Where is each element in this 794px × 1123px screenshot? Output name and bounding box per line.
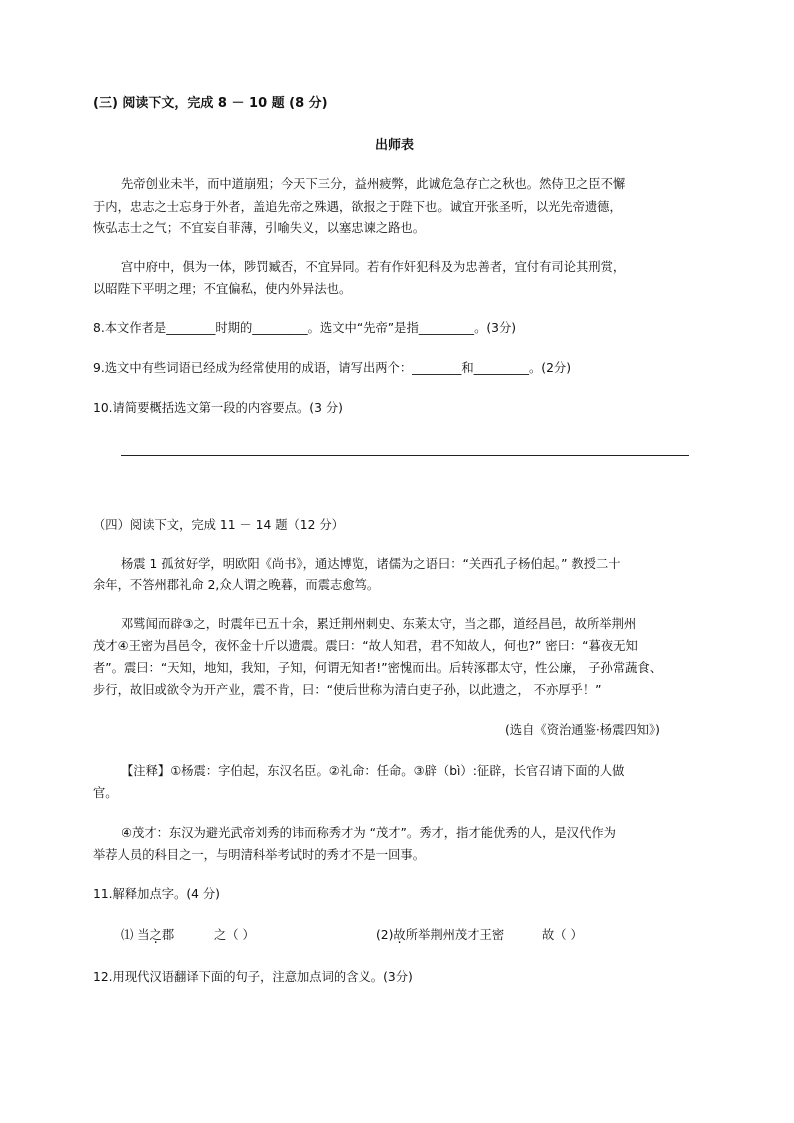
note-line: ④茂才：东汉为避光武帝刘秀的讳而称秀才为 “茂才”。秀才，指才能优秀的人，是汉代作为 bbox=[121, 826, 616, 840]
paragraph-line: 先帝创业未半，而中道崩殂；今天下三分，益州疲弊，此诚危急存亡之秋也。然侍卫之臣不懈 bbox=[121, 177, 626, 191]
item-2-prefix: (2) bbox=[376, 928, 394, 942]
dotted-character: 之 bbox=[149, 928, 162, 942]
note-line: 【注释】①杨震：字伯起，东汉名臣。②礼命：任命。③辟（bì）:征辟，长官召请下面的人做 bbox=[121, 764, 625, 778]
note-line: 官。 bbox=[93, 786, 118, 800]
item-1-suffix: 郡 bbox=[161, 928, 175, 942]
paragraph-line: 步行，故旧或欲令为开产业，震不肯，曰：“使后世称为清白吏子孙，以此遗之， 不亦厚乎！” bbox=[93, 683, 602, 697]
question-8: 8.本文作者是________时期的_________。选文中“先帝”是指_________。(3分) bbox=[93, 321, 517, 335]
paragraph-line: 邓骘闻而辟③之，时震年已五十余，累迁荆州刺史、东莱太守，当之郡，道经昌邑，故所举荆州 bbox=[121, 617, 637, 631]
answer-line bbox=[121, 455, 689, 456]
answer-blank[interactable]: 故（ ） bbox=[542, 928, 583, 942]
item-2-suffix: 所举荆州茂才王密 bbox=[405, 928, 505, 942]
paragraph-line: 者”。震曰：“天知，地知，我知，子知，何谓无知者!”密愧而出。后转涿郡太守，性公廉， 子孙常蔬食、 bbox=[93, 661, 663, 675]
paragraph-line: 杨震 1 孤贫好学，明欧阳《尚书》，通达博览，诸儒为之语曰：“关西孔子杨伯起。” 教授二十 bbox=[121, 557, 621, 571]
question-9: 9.选文中有些词语已经成为经常使用的成语，请写出两个：________和_________。(2分) bbox=[93, 361, 571, 375]
section3-heading: (三) 阅读下文，完成 8 － 10 题 (8 分) bbox=[93, 96, 328, 111]
question-10: 10.请简要概括选文第一段的内容要点。(3 分) bbox=[93, 401, 343, 415]
article-title: 出师表 bbox=[375, 138, 415, 153]
paragraph-line: 茂才④王密为昌邑令，夜怀金十斤以遗震。震曰：“故人知君，君不知故人，何也?” 密曰：“暮夜无知 bbox=[93, 639, 638, 653]
question-12: 12.用现代汉语翻译下面的句子，注意加点词的含义。(3分) bbox=[93, 970, 413, 984]
note-line: 举荐人员的科目之一，与明清科举考试时的秀才不是一回事。 bbox=[93, 848, 426, 862]
paragraph-line: 以昭陛下平明之理；不宜偏私，使内外异法也。 bbox=[93, 282, 352, 296]
item-1-prefix: ⑴ 当 bbox=[121, 928, 150, 942]
question-11-item-2 bbox=[376, 928, 504, 943]
section4-heading: （四）阅读下文，完成 11 － 14 题（12 分） bbox=[93, 518, 344, 532]
answer-blank[interactable]: 之（ ） bbox=[214, 928, 255, 942]
paragraph-line: 恢弘志士之气；不宜妄自菲薄，引喻失义，以塞忠谏之路也。 bbox=[93, 221, 426, 235]
dotted-character: 故 bbox=[393, 928, 406, 942]
paragraph-line: 宫中府中，俱为一体，陟罚臧否，不宜异同。若有作奸犯科及为忠善者，宜付有司论其刑赏， bbox=[121, 260, 626, 274]
question-11: 11.解释加点字。(4 分) bbox=[93, 887, 220, 901]
question-11-item-1 bbox=[121, 928, 174, 943]
paragraph-line: 余年，不答州郡礼命 2,众人谓之晚暮，而震志愈笃。 bbox=[93, 578, 380, 592]
source-citation: (选自《资治通鉴·杨震四知》) bbox=[505, 723, 660, 737]
paragraph-line: 于内，忠志之士忘身于外者，盖追先帝之殊遇，欲报之于陛下也。诚宜开张圣听，以光先帝遗德， bbox=[93, 200, 622, 214]
